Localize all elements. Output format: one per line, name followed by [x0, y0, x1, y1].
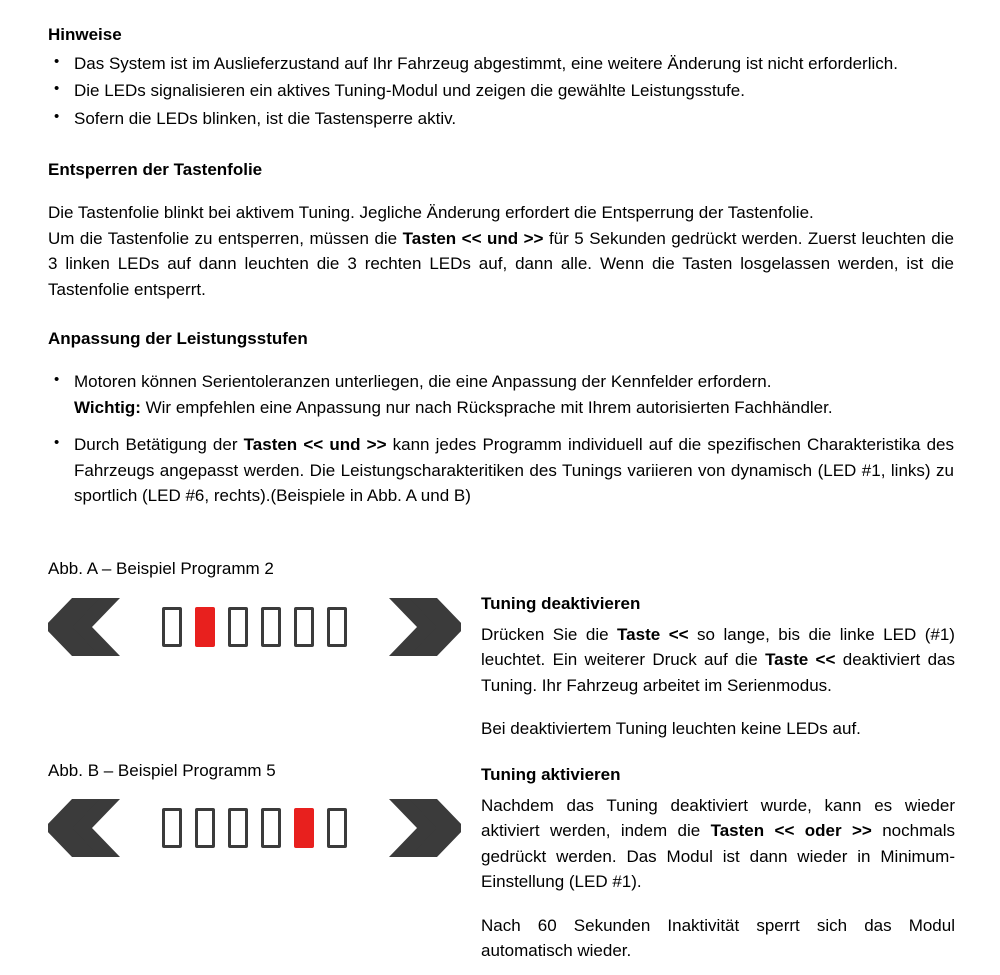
entsperren-paragraph-1: [48, 200, 954, 226]
double-chevron-right-icon[interactable]: [365, 797, 461, 859]
spacer: [481, 895, 955, 913]
anpassung-b2-a: Durch Betätigung der: [74, 435, 244, 455]
entsperren-text-2a: Um die Tastenfolie zu entsperren, müssen die: [48, 228, 403, 248]
anpassung-bullet-list: [48, 369, 954, 509]
list-item: [48, 432, 954, 509]
deaktivieren-paragraph-2: Bei deaktiviertem Tuning leuchten keine LEDs auf.: [481, 719, 861, 739]
double-chevron-right-icon[interactable]: [365, 596, 461, 658]
led-4: [261, 808, 281, 848]
deakt-bold-2: Taste <<: [765, 650, 836, 670]
led-1: [162, 808, 182, 848]
deaktivieren-paragraph-1: [481, 622, 955, 699]
entsperren-text-1: Die Tastenfolie blinkt bei aktivem Tuning. Jegliche Änderung erfordert die Entsperrung der Tastenfolie.: [48, 203, 814, 223]
anpassung-b1-line2: Wir empfehlen eine Anpassung nur nach Rücksprache mit Ihrem autorisierten Fachhändler.: [140, 397, 833, 417]
anpassung-b2-b: kann jedes Programm individuell auf die spezifischen Charakteristika des Fahrzeugs angepasst werden. Die Leistungscharakteritiken des Tunings variieren von dynamisch (LED #1, links) zu sportlich (LED #6, rechts).(Beispiele in Abb. A und B): [74, 435, 954, 506]
led-4: [261, 607, 281, 647]
spacer: [48, 355, 954, 369]
akt-p1b: nochmals gedrückt werden. Das Modul ist dann wieder in Minimum-Einstellung (LED #1).: [481, 821, 955, 892]
figure-b-caption: Abb. B – Beispiel Programm 5: [48, 760, 276, 780]
figure-a-led-row: [162, 607, 347, 647]
led-1: [162, 607, 182, 647]
anpassung-b2-bold: Tasten << und >>: [243, 435, 387, 455]
section-heading-anpassung: Anpassung der Leistungsstufen: [48, 329, 308, 349]
akt-p1a: Nachdem das Tuning deaktiviert wurde, kann es wieder aktiviert werden, indem die: [481, 795, 955, 841]
heading-tuning-aktivieren: Tuning aktivieren: [481, 764, 621, 784]
list-item: • Sofern die LEDs blinken, ist die Tastensperre aktiv.: [48, 106, 954, 132]
right-column: [481, 593, 955, 964]
aktivieren-paragraph-2: Nach 60 Sekunden Inaktivität sperrt sich das Modul automatisch wieder.: [481, 915, 955, 961]
deakt-p1c: deaktiviert das Tuning. Ihr Fahrzeug arbeitet im Serienmodus.: [481, 650, 955, 695]
double-chevron-left-icon[interactable]: [48, 596, 144, 658]
entsperren-bold-keys: Tasten << und >>: [402, 228, 544, 248]
led-3: [228, 607, 248, 647]
entsperren-paragraph-2: [48, 226, 954, 303]
list-item: • Das System ist im Auslieferzustand auf Ihr Fahrzeug abgestimmt, eine weitere Änderung ist nicht erforderlich.: [48, 51, 954, 77]
led-5: [294, 607, 314, 647]
heading-tuning-deaktivieren: Tuning deaktivieren: [481, 594, 641, 613]
figure-b-led-row: [162, 808, 347, 848]
double-chevron-left-icon[interactable]: [48, 797, 144, 859]
spacer: [481, 698, 955, 716]
figure-a-caption: Abb. A – Beispiel Programm 2: [48, 559, 274, 578]
document-body: [48, 24, 954, 511]
led-2: [195, 808, 215, 848]
spacer: [48, 186, 954, 200]
led-2: [195, 607, 215, 647]
list-item: • Die LEDs signalisieren ein aktives Tuning-Modul und zeigen die gewählte Leistungsstufe.: [48, 78, 954, 104]
led-6: [327, 808, 347, 848]
spacer: [48, 133, 954, 159]
entsperren-text-2b: für 5 Sekunden gedrückt werden. Zuerst leuchten die 3 linken LEDs auf dann leuchten die 3 rechten LEDs auf, dann alle. Wenn die Tasten losgelassen werden, ist die Tastenfolie entsperrt.: [48, 228, 954, 299]
section-heading-hinweise: Hinweise: [48, 25, 122, 44]
spacer: [481, 742, 955, 764]
anpassung-b1-bold: Wichtig:: [74, 397, 141, 417]
list-item: [48, 369, 954, 420]
anpassung-b1-line1: Motoren können Serientoleranzen unterliegen, die eine Anpassung der Kennfelder erfordern.: [74, 372, 772, 392]
aktivieren-paragraph-1: [481, 793, 955, 895]
section-heading-entsperren: Entsperren der Tastenfolie: [48, 160, 263, 180]
deakt-p1a: Drücken Sie die: [481, 624, 618, 644]
led-5: [294, 808, 314, 848]
led-6: [327, 607, 347, 647]
akt-bold: Tasten << oder >>: [710, 821, 872, 841]
spacer: [48, 302, 954, 328]
hinweise-bullet-list: [48, 51, 954, 132]
deakt-bold-1: Taste <<: [617, 624, 689, 644]
led-3: [228, 808, 248, 848]
deakt-p1b: so lange, bis die linke LED (#1) leuchtet. Ein weiterer Druck auf die: [481, 624, 955, 670]
